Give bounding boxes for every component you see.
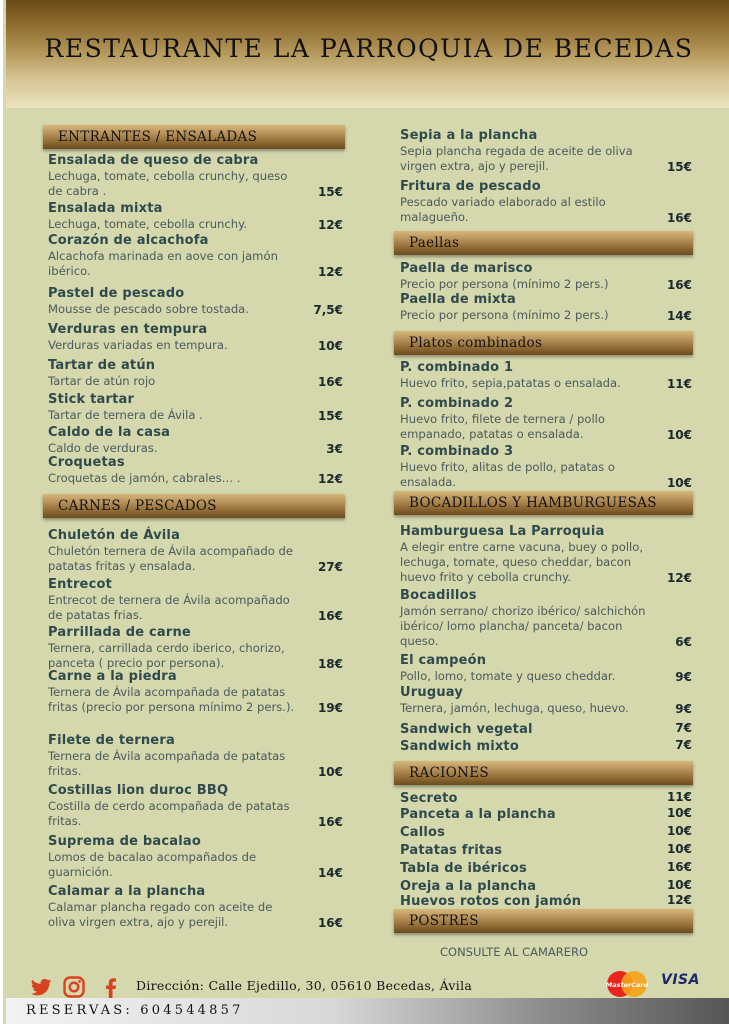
item-price: 12€ (317, 265, 343, 279)
item-price: 15€ (317, 185, 343, 199)
page-title: RESTAURANTE LA PARROQUIA DE BECEDAS (44, 34, 694, 63)
item-description: Precio por persona (mínimo 2 pers.) (400, 308, 609, 322)
item-name: Carne a la piedra (48, 669, 177, 684)
item-name: Oreja a la plancha (400, 879, 537, 894)
item-description: Tartar de atún rojo (48, 374, 156, 388)
item-name: Huevos rotos con jamón (400, 894, 582, 909)
item-description: A elegir entre carne vacuna, buey o pollo, lechuga, tomate, queso cheddar, bacon huevo frito y cebolla crunchy. (400, 540, 644, 584)
item-name: P. combinado 1 (400, 360, 514, 375)
menu-item (48, 577, 343, 623)
item-price: 15€ (317, 409, 343, 423)
consulte-note: CONSULTE AL CAMARERO (440, 945, 589, 959)
reservas-phone[interactable]: RESERVAS: 604544857 (26, 1003, 244, 1018)
item-name: El campeón (400, 653, 487, 668)
item-name: Corazón de alcachofa (48, 233, 209, 248)
item-price: 16€ (666, 211, 692, 225)
item-description: Huevo frito, filete de ternera / pollo empanado, patatas o ensalada. (400, 412, 605, 441)
item-name: Hamburguesa La Parroquia (400, 524, 605, 539)
item-name: Entrecot (48, 577, 113, 592)
menu-item (400, 179, 692, 225)
address-text: Dirección: Calle Ejedillo, 30, 05610 Becedas, Ávila (136, 978, 473, 993)
menu-item (400, 444, 692, 490)
menu-item (48, 884, 343, 930)
menu-item (48, 455, 343, 486)
item-description: Lechuga, tomate, cebolla crunchy, queso de cabra . (48, 169, 288, 198)
item-description: Caldo de verduras. (48, 441, 158, 455)
item-price: 12€ (666, 571, 692, 585)
item-description: Jamón serrano/ chorizo ibérico/ salchichón ibérico/ lomo plancha/ panceta/ bacon queso. (400, 604, 646, 648)
item-price: 6€ (675, 635, 692, 649)
menu-item (48, 669, 343, 715)
item-name: Chuletón de Ávila (48, 528, 181, 543)
item-description: Sepia plancha regada de aceite de oliva virgen extra, ajo y perejil. (400, 144, 633, 173)
section-carnes: CARNES / PESCADOS (43, 494, 345, 518)
item-description: Lomos de bacalao acompañados de guarnición. (48, 850, 257, 879)
item-name: Costillas lion duroc BBQ (48, 783, 229, 798)
menu-item (48, 392, 343, 423)
item-price: 14€ (317, 866, 343, 880)
item-description: Entrecot de ternera de Ávila acompañado de patatas frias. (48, 593, 290, 622)
mastercard-text: MasterCard (605, 981, 649, 989)
item-description: Mousse de pescado sobre tostada. (48, 302, 249, 316)
item-description: Calamar plancha regado con aceite de oliva virgen extra, ajo y perejil. (48, 900, 273, 929)
item-name: Sepia a la plancha (400, 128, 538, 143)
item-price: 15€ (666, 160, 692, 174)
menu-item (400, 821, 692, 839)
item-name: Tabla de ibéricos (400, 861, 527, 876)
item-price: 9€ (675, 702, 692, 716)
menu-item (48, 153, 343, 199)
item-description: Tartar de ternera de Ávila . (48, 408, 203, 422)
item-name: Pastel de pescado (48, 286, 185, 301)
item-description: Costilla de cerdo acompañada de patatas fritas. (48, 799, 290, 828)
item-description: Chuletón ternera de Ávila acompañado de patatas fritas y ensalada. (48, 544, 294, 573)
item-name: Fritura de pescado (400, 179, 541, 194)
menu-item (400, 653, 692, 684)
item-price: 10€ (317, 765, 343, 779)
item-description: Lechuga, tomate, cebolla crunchy. (48, 217, 248, 231)
menu-item (400, 360, 692, 391)
item-name: P. combinado 2 (400, 396, 514, 411)
section-entrantes: ENTRANTES / ENSALADAS (43, 125, 345, 149)
item-price: 7,5€ (313, 303, 343, 317)
item-description: Ternera de Ávila acompañada de patatas fritas (precio por persona mínimo 2 pers.). (48, 685, 295, 714)
item-price: 16€ (317, 815, 343, 829)
item-name: Sandwich vegetal (400, 722, 533, 737)
menu-item (48, 783, 343, 829)
header-banner (6, 0, 729, 108)
item-name: Calamar a la plancha (48, 884, 206, 899)
item-name: Sandwich mixto (400, 739, 519, 754)
menu-item (400, 890, 692, 908)
item-name: Filete de ternera (48, 733, 175, 748)
menu-item (48, 425, 343, 456)
item-description: Ternera, jamón, lechuga, queso, huevo. (400, 701, 629, 715)
item-name: Ensalada mixta (48, 201, 163, 216)
menu-item (400, 292, 692, 323)
item-price: 10€ (666, 842, 692, 856)
item-name: Callos (400, 825, 446, 840)
item-name: P. combinado 3 (400, 444, 514, 459)
item-price: 3€ (326, 442, 343, 456)
item-description: Huevo frito, sepia,patatas o ensalada. (400, 376, 621, 390)
item-price: 27€ (317, 560, 343, 574)
menu-item (48, 322, 343, 353)
item-name: Verduras en tempura (48, 322, 208, 337)
item-description: Alcachofa marinada en aove con jamón ibérico. (48, 249, 278, 278)
menu-item (400, 839, 692, 857)
item-description: Ternera de Ávila acompañada de patatas fritas. (48, 749, 286, 778)
menu-item (400, 685, 692, 716)
item-name: Paella de marisco (400, 261, 533, 276)
item-price: 12€ (317, 218, 343, 232)
item-price: 16€ (666, 860, 692, 874)
menu-item (48, 233, 343, 279)
menu-item (400, 803, 692, 821)
menu-item (48, 286, 343, 317)
item-price: 14€ (666, 309, 692, 323)
item-price: 19€ (317, 701, 343, 715)
reservas-bar (6, 998, 729, 1024)
section-raciones: RACIONES (394, 761, 693, 785)
mastercard-logo (604, 969, 650, 999)
item-name: Panceta a la plancha (400, 807, 556, 822)
item-name: Paella de mixta (400, 292, 517, 307)
menu-item (400, 735, 692, 753)
item-name: Parrillada de carne (48, 625, 191, 640)
section-paellas: Paellas (394, 231, 693, 255)
item-price: 9€ (675, 670, 692, 684)
item-description: Croquetas de jamón, cabrales… . (48, 471, 241, 485)
instagram-icon[interactable] (62, 975, 86, 999)
item-price: 10€ (666, 878, 692, 892)
menu-item (48, 528, 343, 574)
item-price: 7€ (675, 721, 692, 735)
item-price: 12€ (666, 893, 692, 907)
menu-item (48, 201, 343, 232)
item-description: Verduras variadas en tempura. (48, 338, 228, 352)
item-name: Secreto (400, 791, 458, 806)
item-price: 16€ (666, 278, 692, 292)
section-postres: POSTRES (394, 909, 693, 933)
item-price: 10€ (317, 339, 343, 353)
item-price: 16€ (317, 916, 343, 930)
menu-item (400, 718, 692, 736)
item-price: 12€ (317, 472, 343, 486)
item-price: 10€ (666, 476, 692, 490)
menu-item (400, 396, 692, 442)
menu-item (400, 524, 692, 585)
item-price: 11€ (666, 790, 692, 804)
item-name: Bocadillos (400, 588, 477, 603)
item-price: 18€ (317, 657, 343, 671)
item-price: 11€ (666, 377, 692, 391)
menu-item (48, 834, 343, 880)
item-description: Ternera, carrillada cerdo iberico, chorizo, panceta ( precio por persona). (48, 641, 285, 670)
item-description: Pollo, lomo, tomate y queso cheddar. (400, 669, 616, 683)
menu-item (400, 588, 692, 649)
item-description: Precio por persona (mínimo 2 pers.) (400, 277, 609, 291)
menu-item (48, 733, 343, 779)
item-name: Tartar de atún (48, 358, 156, 373)
item-description: Pescado variado elaborado al estilo malagueño. (400, 195, 606, 224)
menu-item (48, 625, 343, 671)
item-price: 16€ (317, 609, 343, 623)
item-price: 10€ (666, 806, 692, 820)
section-platos: Platos combinados (394, 331, 693, 355)
item-name: Suprema de bacalao (48, 834, 201, 849)
section-bocadillos: BOCADILLOS Y HAMBURGUESAS (394, 491, 693, 515)
item-name: Caldo de la casa (48, 425, 171, 440)
visa-logo: VISA (661, 972, 700, 988)
item-description: Huevo frito, alitas de pollo, patatas o ensalada. (400, 460, 615, 489)
item-name: Croquetas (48, 455, 125, 470)
item-name: Uruguay (400, 685, 464, 700)
item-price: 10€ (666, 824, 692, 838)
menu-item (400, 261, 692, 292)
item-price: 16€ (317, 375, 343, 389)
menu-item (400, 857, 692, 875)
item-name: Ensalada de queso de cabra (48, 153, 259, 168)
item-name: Stick tartar (48, 392, 135, 407)
facebook-icon[interactable] (99, 975, 123, 999)
item-price: 10€ (666, 428, 692, 442)
item-name: Patatas fritas (400, 843, 503, 858)
item-price: 7€ (675, 738, 692, 752)
twitter-icon[interactable] (29, 975, 53, 999)
menu-item (400, 128, 692, 174)
menu-item (48, 358, 343, 389)
